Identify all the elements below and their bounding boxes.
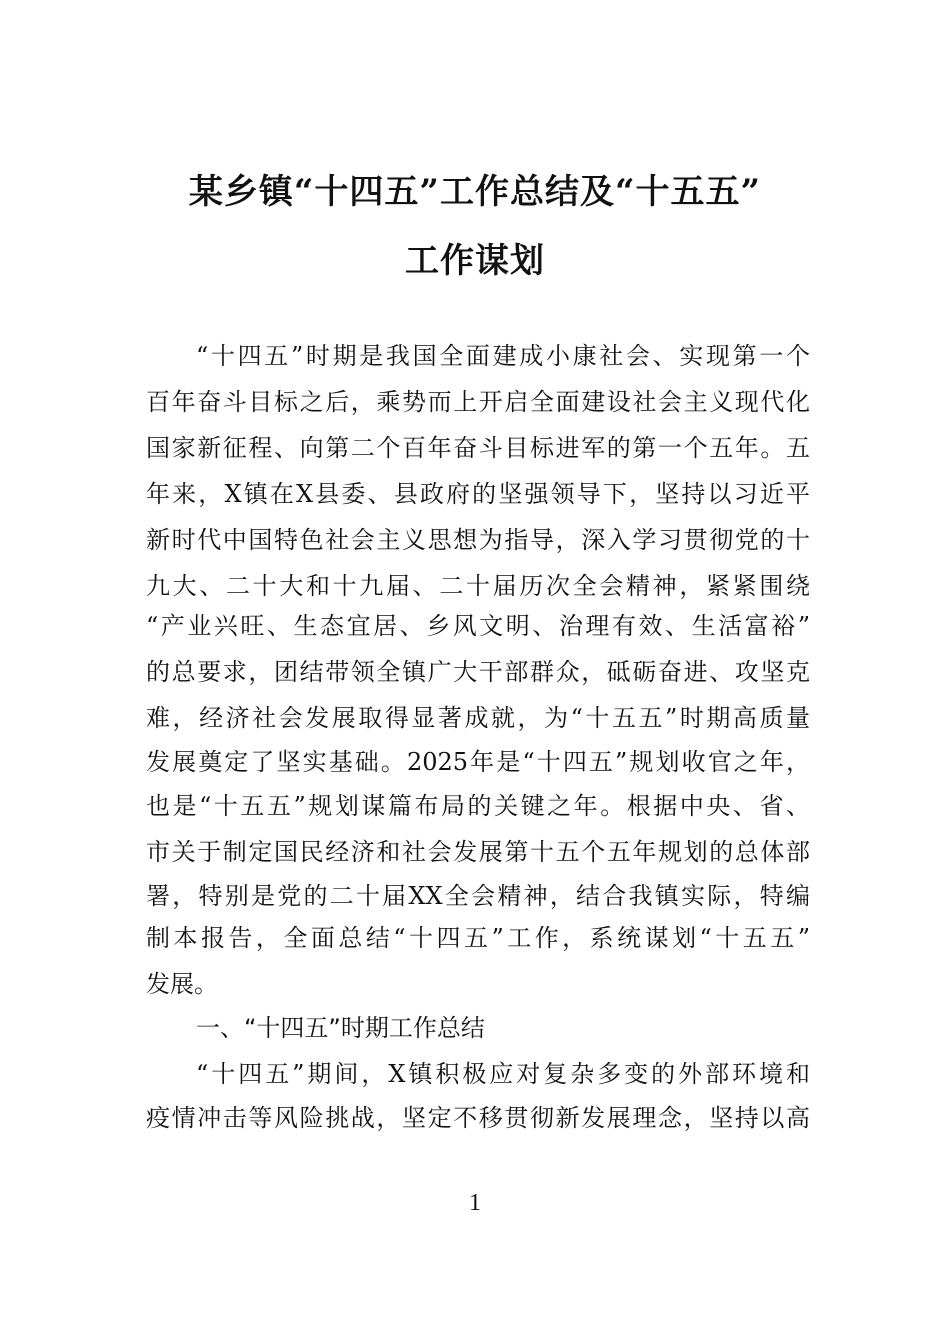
- intro-paragraph-line: 的总要求，团结带领全镇广大干部群众，砥砺奋进、攻坚克: [146, 658, 810, 686]
- section-paragraph-line: “十四五”期间，X镇积极应对复杂多变的外部环境和: [196, 1060, 810, 1088]
- intro-paragraph-line: 九大、二十大和十九届、二十届历次全会精神，紧紧围绕: [146, 572, 810, 600]
- intro-paragraph-line: 年来，X镇在X县委、县政府的坚强领导下，坚持以习近平: [146, 480, 810, 508]
- intro-paragraph-line: 新时代中国特色社会主义思想为指导，深入学习贯彻党的十: [146, 526, 810, 554]
- intro-paragraph-line: 难，经济社会发展取得显著成就，为“十五五”时期高质量: [146, 704, 810, 732]
- intro-paragraph-line: 国家新征程、向第二个百年奋斗目标进军的第一个五年。五: [146, 434, 810, 462]
- section-heading: 一、“十四五”时期工作总结: [196, 1014, 485, 1042]
- intro-paragraph-line: 也是“十五五”规划谋篇布局的关键之年。根据中央、省、: [146, 792, 810, 820]
- page-number: 1: [469, 1190, 481, 1216]
- intro-paragraph-line: 制本报告，全面总结“十四五”工作，系统谋划“十五五”: [146, 924, 810, 952]
- intro-paragraph-line: 署，特别是党的二十届XX全会精神，结合我镇实际，特编: [146, 882, 810, 910]
- intro-paragraph-line: “十四五”时期是我国全面建成小康社会、实现第一个: [196, 342, 810, 370]
- intro-paragraph-line: 市关于制定国民经济和社会发展第十五个五年规划的总体部: [146, 838, 810, 866]
- intro-paragraph-line: “产业兴旺、生态宜居、乡风文明、治理有效、生活富裕”: [146, 612, 810, 640]
- intro-paragraph-line: 发展奠定了坚实基础。2025年是“十四五”规划收官之年，: [146, 748, 810, 776]
- document-title-line-2: 工作谋划: [405, 241, 545, 281]
- intro-paragraph-line: 百年奋斗目标之后，乘势而上开启全面建设社会主义现代化: [146, 388, 810, 416]
- section-paragraph-line: 疫情冲击等风险挑战，坚定不移贯彻新发展理念，坚持以高: [146, 1104, 810, 1132]
- document-title-line-1: 某乡镇“十四五”工作总结及“十五五”: [188, 172, 762, 212]
- intro-paragraph-line: 发展。: [146, 970, 218, 998]
